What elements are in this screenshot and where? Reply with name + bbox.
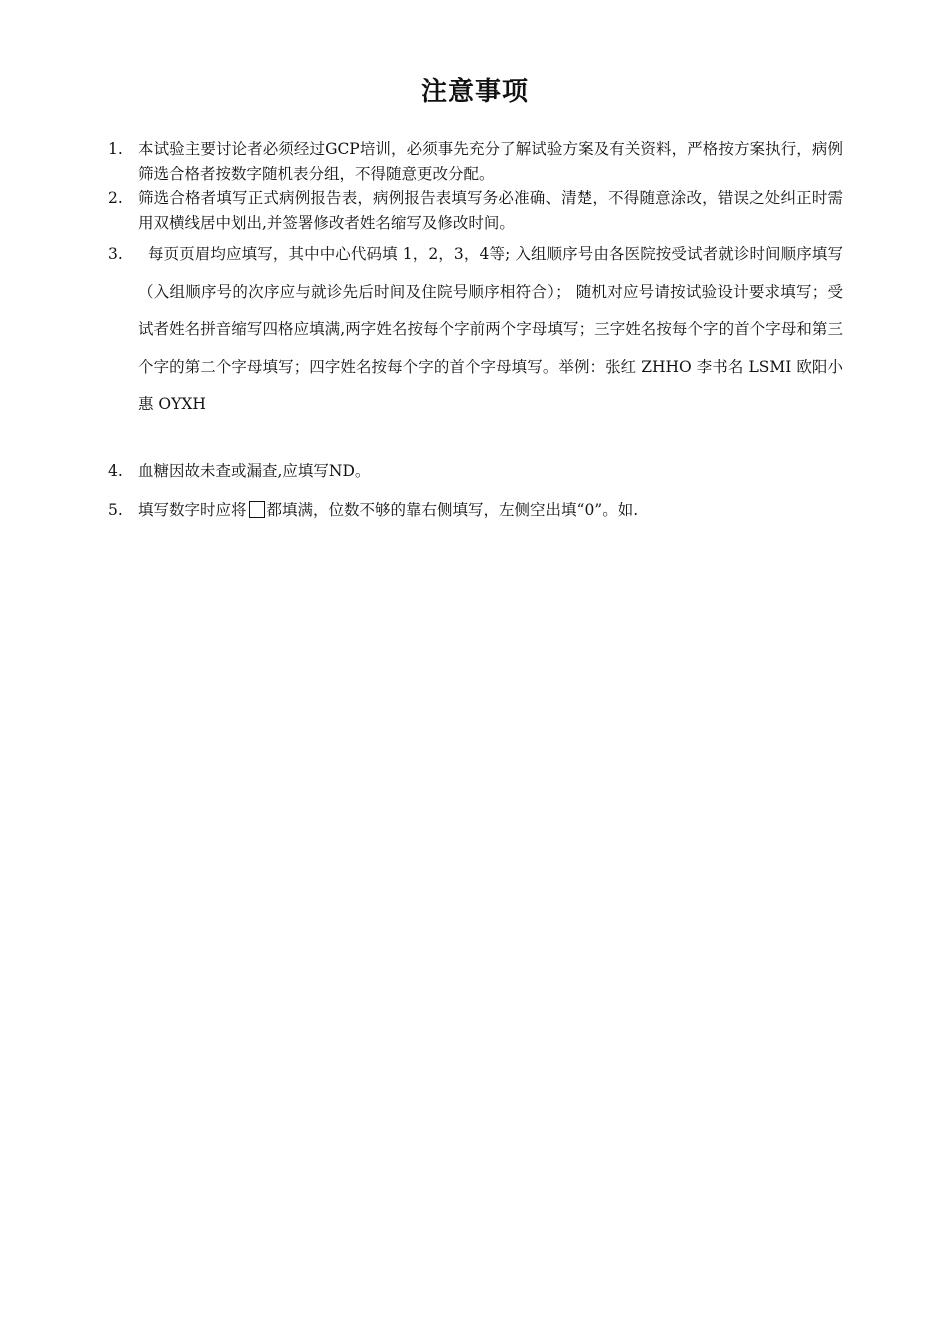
item-number: 1. bbox=[108, 140, 123, 158]
item-text-before-box: 填写数字时应将 bbox=[138, 501, 247, 519]
list-item bbox=[108, 458, 843, 484]
item-number: 5. bbox=[108, 501, 123, 519]
item-text: 筛选合格者填写正式病例报告表，病例报告表填写务必准确、清楚，不得随意涂改，错误之处纠正时需用双横线居中划出,并签署修改者姓名缩写及修改时间。 bbox=[138, 189, 843, 232]
item-number: 3. bbox=[108, 245, 123, 263]
item-number: 4. bbox=[108, 462, 123, 480]
item-text-after-box: 都填满，位数不够的靠右侧填写，左侧空出填“0”。如. bbox=[266, 501, 639, 519]
list-item bbox=[108, 137, 843, 187]
list-item bbox=[108, 236, 843, 424]
list-item bbox=[108, 186, 843, 236]
item-text: 本试验主要讨论者必须经过GCP培训，必须事先充分了解试验方案及有关资料，严格按方案执行，病例筛选合格者按数字随机表分组，不得随意更改分配。 bbox=[138, 140, 843, 183]
page-title: 注意事项 bbox=[420, 77, 529, 107]
item-text bbox=[138, 497, 843, 523]
empty-box-icon bbox=[249, 501, 265, 518]
list-item bbox=[108, 497, 843, 523]
item-text: 每页页眉均应填写，其中中心代码填 1，2，3，4等; 入组顺序号由各医院按受试者就诊时间顺序填写（入组顺序号的次序应与就诊先后时间及住院号顺序相符合）； 随机对应号请按试验设计要求填写；受试者姓名拼音缩写四格应填满,两字姓名按每个字前两个字母填写；三字姓名按每个字的首个字母和第三个字的第二个字母填写；四字姓名按每个字的首个字母填写。举例：张红 ZHHO 李书名 LSMI 欧阳小惠 OYXH bbox=[138, 245, 843, 414]
item-number: 2. bbox=[108, 189, 123, 207]
item-text: 血糖因故未查或漏查,应填写ND。 bbox=[138, 462, 371, 480]
